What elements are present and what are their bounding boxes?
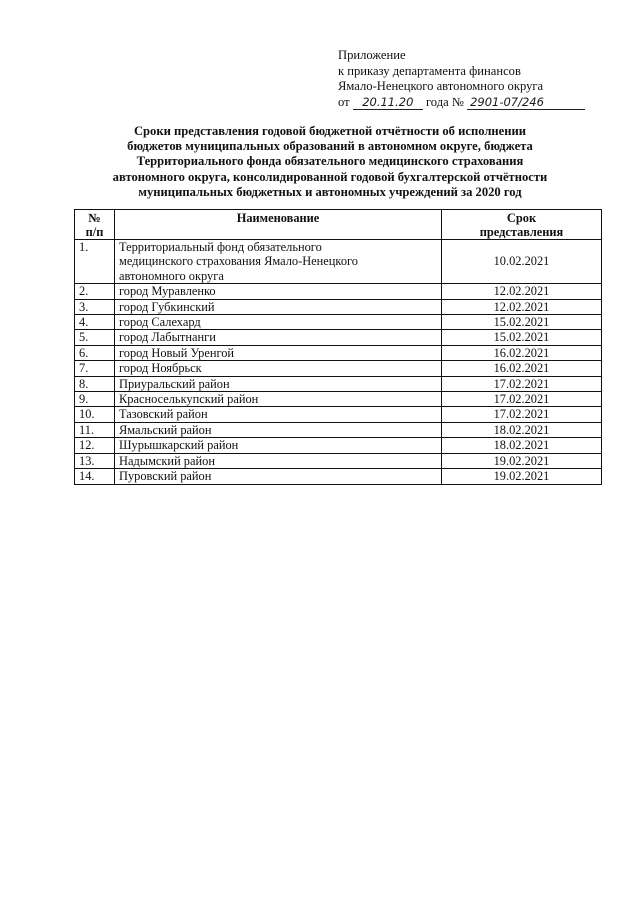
row-number: 12. [75, 438, 115, 453]
header-deadline-line1: Срок [506, 210, 537, 225]
year-number-label: года № [425, 94, 464, 109]
table-row [75, 330, 602, 345]
row-deadline: 12.02.2021 [442, 299, 602, 314]
table-row [75, 376, 602, 391]
row-name: Приуральский район [115, 376, 442, 391]
row-name-line: автономного округа [119, 268, 224, 283]
header-number [75, 210, 115, 240]
row-number: 5. [75, 330, 115, 345]
row-number: 4. [75, 315, 115, 330]
row-name: Красноселькупский район [115, 392, 442, 407]
row-deadline: 15.02.2021 [442, 330, 602, 345]
row-number: 8. [75, 376, 115, 391]
appendix-line: к приказу департамента финансов [338, 63, 521, 78]
row-name [115, 240, 442, 284]
header-number-line2: п/п [85, 224, 104, 239]
header-deadline [442, 210, 602, 240]
row-number: 9. [75, 392, 115, 407]
row-deadline: 12.02.2021 [442, 284, 602, 299]
table-row [75, 345, 602, 360]
deadlines-table [74, 209, 602, 485]
table-header-row [75, 210, 602, 240]
row-number: 7. [75, 361, 115, 376]
row-name: город Губкинский [115, 299, 442, 314]
table-row [75, 438, 602, 453]
row-number: 2. [75, 284, 115, 299]
appendix-line: Приложение [338, 48, 406, 62]
title-line: бюджетов муниципальных образований в автономном округе, бюджета [127, 139, 533, 154]
row-deadline: 18.02.2021 [442, 422, 602, 437]
row-deadline: 19.02.2021 [442, 469, 602, 484]
row-name: Шурышкарский район [115, 438, 442, 453]
row-deadline: 16.02.2021 [442, 361, 602, 376]
row-deadline: 17.02.2021 [442, 407, 602, 422]
title-line: Территориального фонда обязательного медицинского страхования [136, 154, 524, 169]
row-deadline: 17.02.2021 [442, 376, 602, 391]
order-date-number-line [338, 95, 628, 111]
row-number: 11. [75, 422, 115, 437]
from-label: от [338, 94, 350, 109]
title-line: Сроки представления годовой бюджетной отчётности об исполнении [133, 124, 527, 138]
row-name: город Новый Уренгой [115, 345, 442, 360]
handwritten-order-number: 2901-07/246 [467, 96, 585, 110]
table-row [75, 299, 602, 314]
table-row [75, 361, 602, 376]
table-row [75, 407, 602, 422]
title-line: муниципальных бюджетных и автономных учреждений за 2020 год [138, 184, 522, 199]
appendix-header [338, 48, 628, 110]
header-deadline-line2: представления [479, 224, 564, 239]
row-name-line: медицинского страхования Ямало-Ненецкого [119, 254, 358, 269]
row-deadline: 10.02.2021 [442, 240, 602, 284]
row-deadline: 19.02.2021 [442, 453, 602, 468]
row-name: город Лабытнанги [115, 330, 442, 345]
table-row [75, 469, 602, 484]
table-row [75, 453, 602, 468]
table-row [75, 284, 602, 299]
title-line: автономного округа, консолидированной годовой бухгалтерской отчётности [112, 169, 548, 184]
handwritten-date: 20.11.20 [353, 96, 423, 110]
row-name: город Муравленко [115, 284, 442, 299]
row-name: Надымский район [115, 453, 442, 468]
row-deadline: 17.02.2021 [442, 392, 602, 407]
row-number: 10. [75, 407, 115, 422]
table-row [75, 240, 602, 284]
row-number: 1. [75, 240, 115, 284]
document-title [60, 124, 600, 200]
table-row [75, 392, 602, 407]
header-name-text: Наименование [236, 211, 320, 225]
row-number: 3. [75, 299, 115, 314]
row-name-line: Территориальный фонд обязательного [119, 240, 322, 254]
row-number: 13. [75, 453, 115, 468]
row-deadline: 15.02.2021 [442, 315, 602, 330]
row-number: 6. [75, 345, 115, 360]
row-name: Ямальский район [115, 422, 442, 437]
row-deadline: 16.02.2021 [442, 345, 602, 360]
table-row [75, 315, 602, 330]
row-name: город Салехард [115, 315, 442, 330]
table-row [75, 422, 602, 437]
row-name: Тазовский район [115, 407, 442, 422]
header-number-line1: № [88, 210, 101, 225]
row-number: 14. [75, 469, 115, 484]
row-name: Пуровский район [115, 469, 442, 484]
appendix-line: Ямало-Ненецкого автономного округа [338, 79, 544, 94]
header-name [115, 210, 442, 240]
row-name: город Ноябрьск [115, 361, 442, 376]
row-deadline: 18.02.2021 [442, 438, 602, 453]
